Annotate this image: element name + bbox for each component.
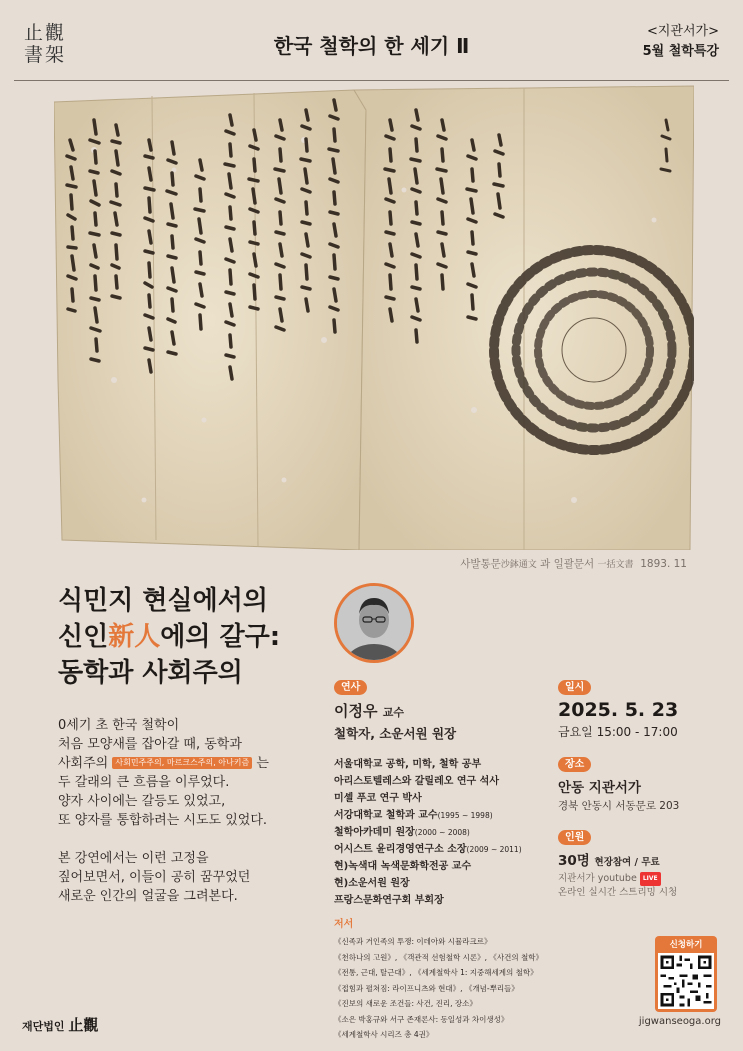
foundation-prefix: 재단법인 [22, 1020, 65, 1033]
speaker-section [334, 675, 554, 1043]
description-line: 처음 모양새를 잡아갈 때, 동학과 [58, 737, 242, 752]
stream-line-1: 지관서가 youtube LIVE [558, 872, 738, 886]
speaker-name: 이정우 [334, 702, 378, 720]
career-item: 철학아카데미 원장(2000 ~ 2008) [334, 827, 470, 838]
description-line: 0세기 초 한국 철학이 [58, 718, 180, 733]
work-item: 《접힘과 펼쳐짐: 라이프니츠와 현대》, 《개념-뿌리들》 [334, 983, 519, 993]
ideology-tag: 사회민주주의, 마르크스주의, 아나키즘 [112, 757, 252, 769]
lecture-title [58, 583, 280, 691]
event-type: 5월 철학특강 [642, 44, 719, 59]
website-link[interactable]: jigwanseoga.org [638, 1016, 721, 1027]
works-label: 저서 [334, 919, 354, 930]
title-accent-hanja: 新人 [108, 622, 161, 652]
logo-line-2: 書架 [24, 44, 67, 66]
career-item: 아리스토텔레스와 갈릴레오 연구 석사 [334, 776, 500, 787]
work-item: 《전통, 근대, 탈근대》, 《세계철학사 1: 지중해세계의 철학》 [334, 968, 538, 977]
speaker-portrait-icon [337, 586, 411, 660]
apply-qr-button[interactable] [655, 936, 717, 1012]
header-event-label [643, 22, 719, 62]
career-item: 미셸 푸코 연구 박사 [334, 793, 422, 804]
speaker-photo [334, 583, 414, 663]
date-block [558, 675, 738, 740]
place-label: 장소 [558, 757, 591, 772]
work-item: 《소은 박홍규와 서구 존재론사: 동일성과 차이생성》 [334, 1014, 509, 1024]
career-item: 프랑스문화연구회 부회장 [334, 895, 444, 906]
work-item: 《진보의 새로운 조건들: 사건, 진리, 장소》 [334, 999, 477, 1008]
series-title: 한국 철학의 한 세기 Ⅱ [273, 34, 470, 58]
series-name: <지관서가> [646, 24, 719, 39]
event-address: 경북 안동시 서동문로 203 [558, 800, 680, 812]
description-line: 짚어보면서, 이들이 공히 꿈꾸었던 [58, 870, 251, 885]
speaker-works-list [334, 934, 554, 1043]
title-line-2-pre: 신인 [58, 622, 109, 652]
title-line-1: 식민지 현실에서의 [58, 586, 268, 616]
event-date: 2025. 5. 23 [558, 699, 679, 721]
description-line: 본 강연에서는 이런 고정을 [58, 851, 209, 866]
caption-prefix: 사발통문 [460, 558, 501, 570]
date-label: 일시 [558, 680, 591, 695]
event-place: 안동 지관서가 [558, 780, 641, 796]
description-line-post: 는 [256, 756, 269, 771]
image-caption [460, 556, 687, 571]
work-item: 《세계철학사 시리즈 총 4권》 [334, 1030, 434, 1039]
caption-year: 1893. 11 [640, 558, 687, 570]
speaker-label: 연사 [334, 680, 367, 695]
title-line-3: 동학과 사회주의 [58, 658, 243, 688]
capacity-note: 현장참여 / 무료 [594, 857, 660, 868]
logo-line-1: 止觀 [24, 22, 67, 44]
historical-document-image [54, 80, 694, 550]
qr-code-icon[interactable] [658, 953, 714, 1009]
description-line [58, 754, 308, 773]
place-block [558, 752, 738, 813]
capacity-count: 30명 [558, 853, 590, 869]
career-item: 어시스트 윤리경영연구소 소장(2009 ~ 2011) [334, 844, 522, 855]
work-item: 《천하나의 고원》, 《객관적 선험철학 시론》, 《사건의 철학》 [334, 952, 543, 962]
career-item: 서강대학교 철학과 교수(1995 ~ 1998) [334, 810, 493, 821]
career-item: 서울대학교 공학, 미학, 철학 공부 [334, 759, 482, 770]
career-item: 현)녹색대 녹색문화학전공 교수 [334, 861, 472, 872]
youtube-live-icon: LIVE [640, 872, 661, 886]
stream-line-2: 온라인 실시간 스트리밍 시청 [558, 887, 678, 898]
capacity-label: 인원 [558, 830, 591, 845]
foundation-name: 止觀 [68, 1016, 99, 1034]
event-info [558, 675, 738, 912]
apply-label: 신청하기 [669, 940, 703, 950]
speaker-title: 교수 [382, 706, 404, 719]
title-line-2-post: 에의 갈구: [160, 622, 281, 652]
capacity-block [558, 825, 738, 900]
work-item: 《신족과 거인족의 투쟁: 이데아와 시뮬라크르》 [334, 937, 492, 946]
foundation-logo [22, 1014, 98, 1035]
speaker-name-row [334, 700, 554, 721]
career-item: 현)소운서원 원장 [334, 878, 410, 889]
caption-hanja-1: 沙鉢通文 [500, 560, 537, 570]
caption-mid: 과 일괄문서 [536, 558, 598, 570]
description-line: 양자 사이에는 갈등도 있었고, [58, 794, 226, 809]
title-line-2 [58, 619, 280, 655]
caption-hanja-2: 一括文書 [597, 560, 634, 570]
description-paragraph-1 [58, 716, 308, 830]
description-paragraph-2 [58, 849, 308, 906]
event-time: 금요일 15:00 - 17:00 [558, 725, 678, 739]
speaker-career-list [334, 756, 554, 909]
lecture-description [58, 716, 308, 925]
speaker-role: 철학자, 소운서원 원장 [334, 726, 457, 741]
description-line: 새로운 인간의 얼굴을 그려본다. [58, 889, 238, 904]
capacity-row [558, 849, 738, 869]
description-line: 또 양자를 통합하려는 시도도 있었다. [58, 813, 268, 828]
description-line: 두 갈래의 큰 흐름을 이루었다. [58, 775, 230, 790]
description-line-pre: 사회주의 [58, 756, 109, 771]
